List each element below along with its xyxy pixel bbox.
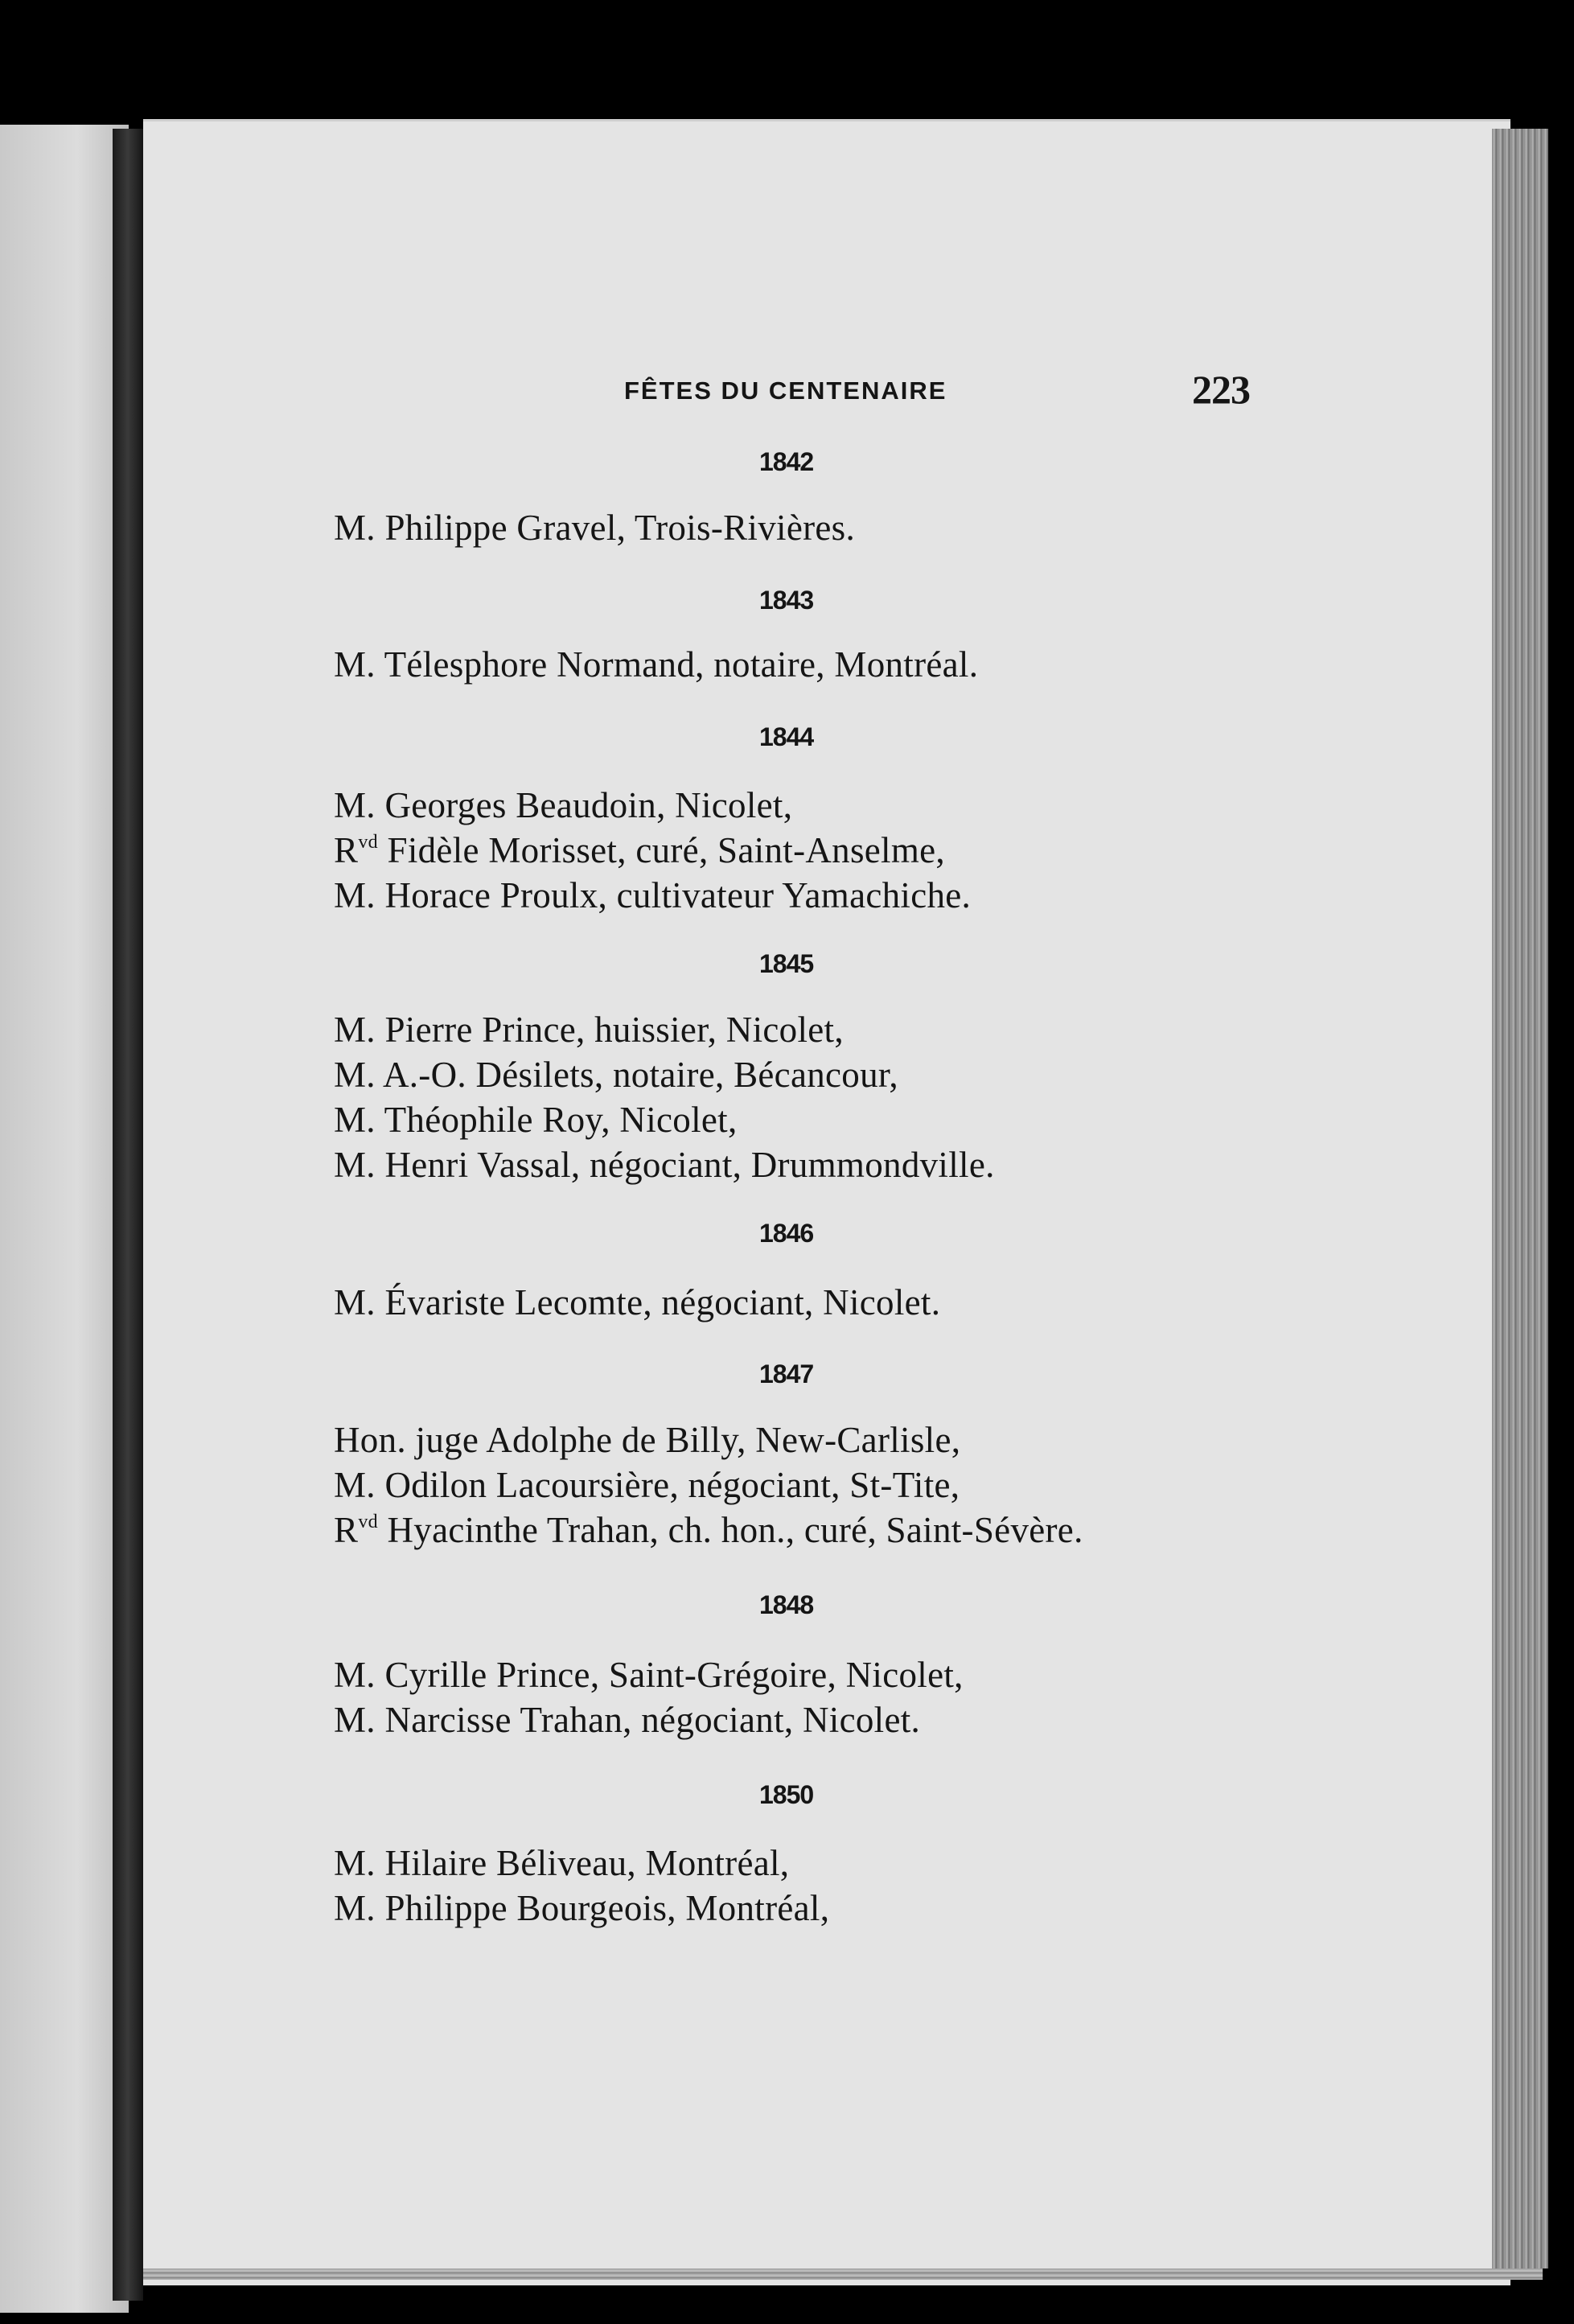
entry-line (334, 1699, 920, 1741)
entry-text: juge Adolphe de Billy, New-Carlisle, (415, 1420, 961, 1460)
entry-line (334, 874, 971, 916)
year-heading: 1845 (759, 949, 814, 978)
entry-prefix: M. (334, 1465, 376, 1505)
year-heading: 1842 (759, 447, 814, 476)
page-number: 223 (1192, 367, 1250, 412)
entry-line (334, 784, 792, 826)
year-heading: 1850 (759, 1780, 814, 1809)
entry-prefix: M. (334, 1055, 376, 1095)
page-bottom-edge (143, 2268, 1543, 2280)
year-heading: 1848 (759, 1590, 814, 1619)
page-sheet (143, 119, 1510, 2285)
entry-text: Théophile Roy, Nicolet, (384, 1100, 738, 1140)
entry-line (334, 644, 978, 685)
entry-prefix: M. (334, 1655, 376, 1695)
entry-line (334, 829, 945, 871)
entry-prefix: M. (334, 1843, 376, 1883)
year-heading: 1847 (759, 1359, 814, 1388)
entry-line (334, 1009, 844, 1051)
entry-prefix: Hon. (334, 1420, 406, 1460)
entry-line (334, 1509, 1083, 1551)
entry-line (334, 507, 855, 549)
entry-text: Hyacinthe Trahan, ch. hon., curé, Saint-Sévère. (387, 1510, 1083, 1550)
page-stack-edges (1492, 129, 1548, 2268)
book-gutter (113, 129, 143, 2301)
entry-prefix: M. (334, 1145, 376, 1185)
entry-line (334, 1887, 829, 1929)
year-heading: 1843 (759, 586, 814, 615)
entry-prefix: M. (334, 875, 376, 915)
entry-text: Henri Vassal, négociant, Drummondville. (384, 1145, 995, 1185)
entry-prefix: M. (334, 785, 376, 825)
running-title: FÊTES DU CENTENAIRE (624, 376, 947, 405)
entry-text: Narcisse Trahan, négociant, Nicolet. (384, 1700, 921, 1740)
entry-text: Cyrille Prince, Saint-Grégoire, Nicolet, (384, 1655, 964, 1695)
entry-prefix: M. (334, 1010, 376, 1050)
entry-line (334, 1419, 960, 1461)
entry-line (334, 1842, 789, 1884)
entry-prefix: R (334, 830, 359, 870)
entry-line (334, 1654, 964, 1696)
facing-page-edge (0, 125, 129, 2313)
entry-text: Georges Beaudoin, Nicolet, (384, 785, 793, 825)
entry-prefix: M. (334, 1100, 376, 1140)
entry-prefix: M. (334, 1282, 376, 1322)
entry-text: Philippe Gravel, Trois-Rivières. (384, 508, 856, 548)
entry-line (334, 1099, 738, 1141)
year-heading: 1844 (759, 722, 814, 751)
year-heading: 1846 (759, 1219, 814, 1248)
entry-line (334, 1054, 898, 1096)
entry-text: Pierre Prince, huissier, Nicolet, (384, 1010, 844, 1050)
entry-prefix: M. (334, 1888, 376, 1928)
entry-text: Odilon Lacoursière, négociant, St-Tite, (384, 1465, 960, 1505)
entry-text: Hilaire Béliveau, Montréal, (384, 1843, 790, 1883)
entry-prefix: M. (334, 508, 376, 548)
entry-prefix: M. (334, 644, 376, 685)
entry-line (334, 1464, 960, 1506)
entry-text: Télesphore Normand, notaire, Montréal. (384, 644, 979, 685)
entry-text: Fidèle Morisset, curé, Saint-Anselme, (387, 830, 945, 870)
entry-prefix-sup: vd (358, 1512, 378, 1532)
entry-line (334, 1281, 940, 1323)
entry-line (334, 1144, 995, 1186)
entry-prefix-sup: vd (358, 832, 378, 853)
entry-text: Philippe Bourgeois, Montréal, (384, 1888, 830, 1928)
entry-prefix: M. (334, 1700, 376, 1740)
entry-text: Évariste Lecomte, négociant, Nicolet. (384, 1282, 941, 1322)
entry-prefix: R (334, 1510, 359, 1550)
entry-text: A.-O. Désilets, notaire, Bécancour, (382, 1055, 898, 1095)
entry-text: Horace Proulx, cultivateur Yamachiche. (384, 875, 972, 915)
